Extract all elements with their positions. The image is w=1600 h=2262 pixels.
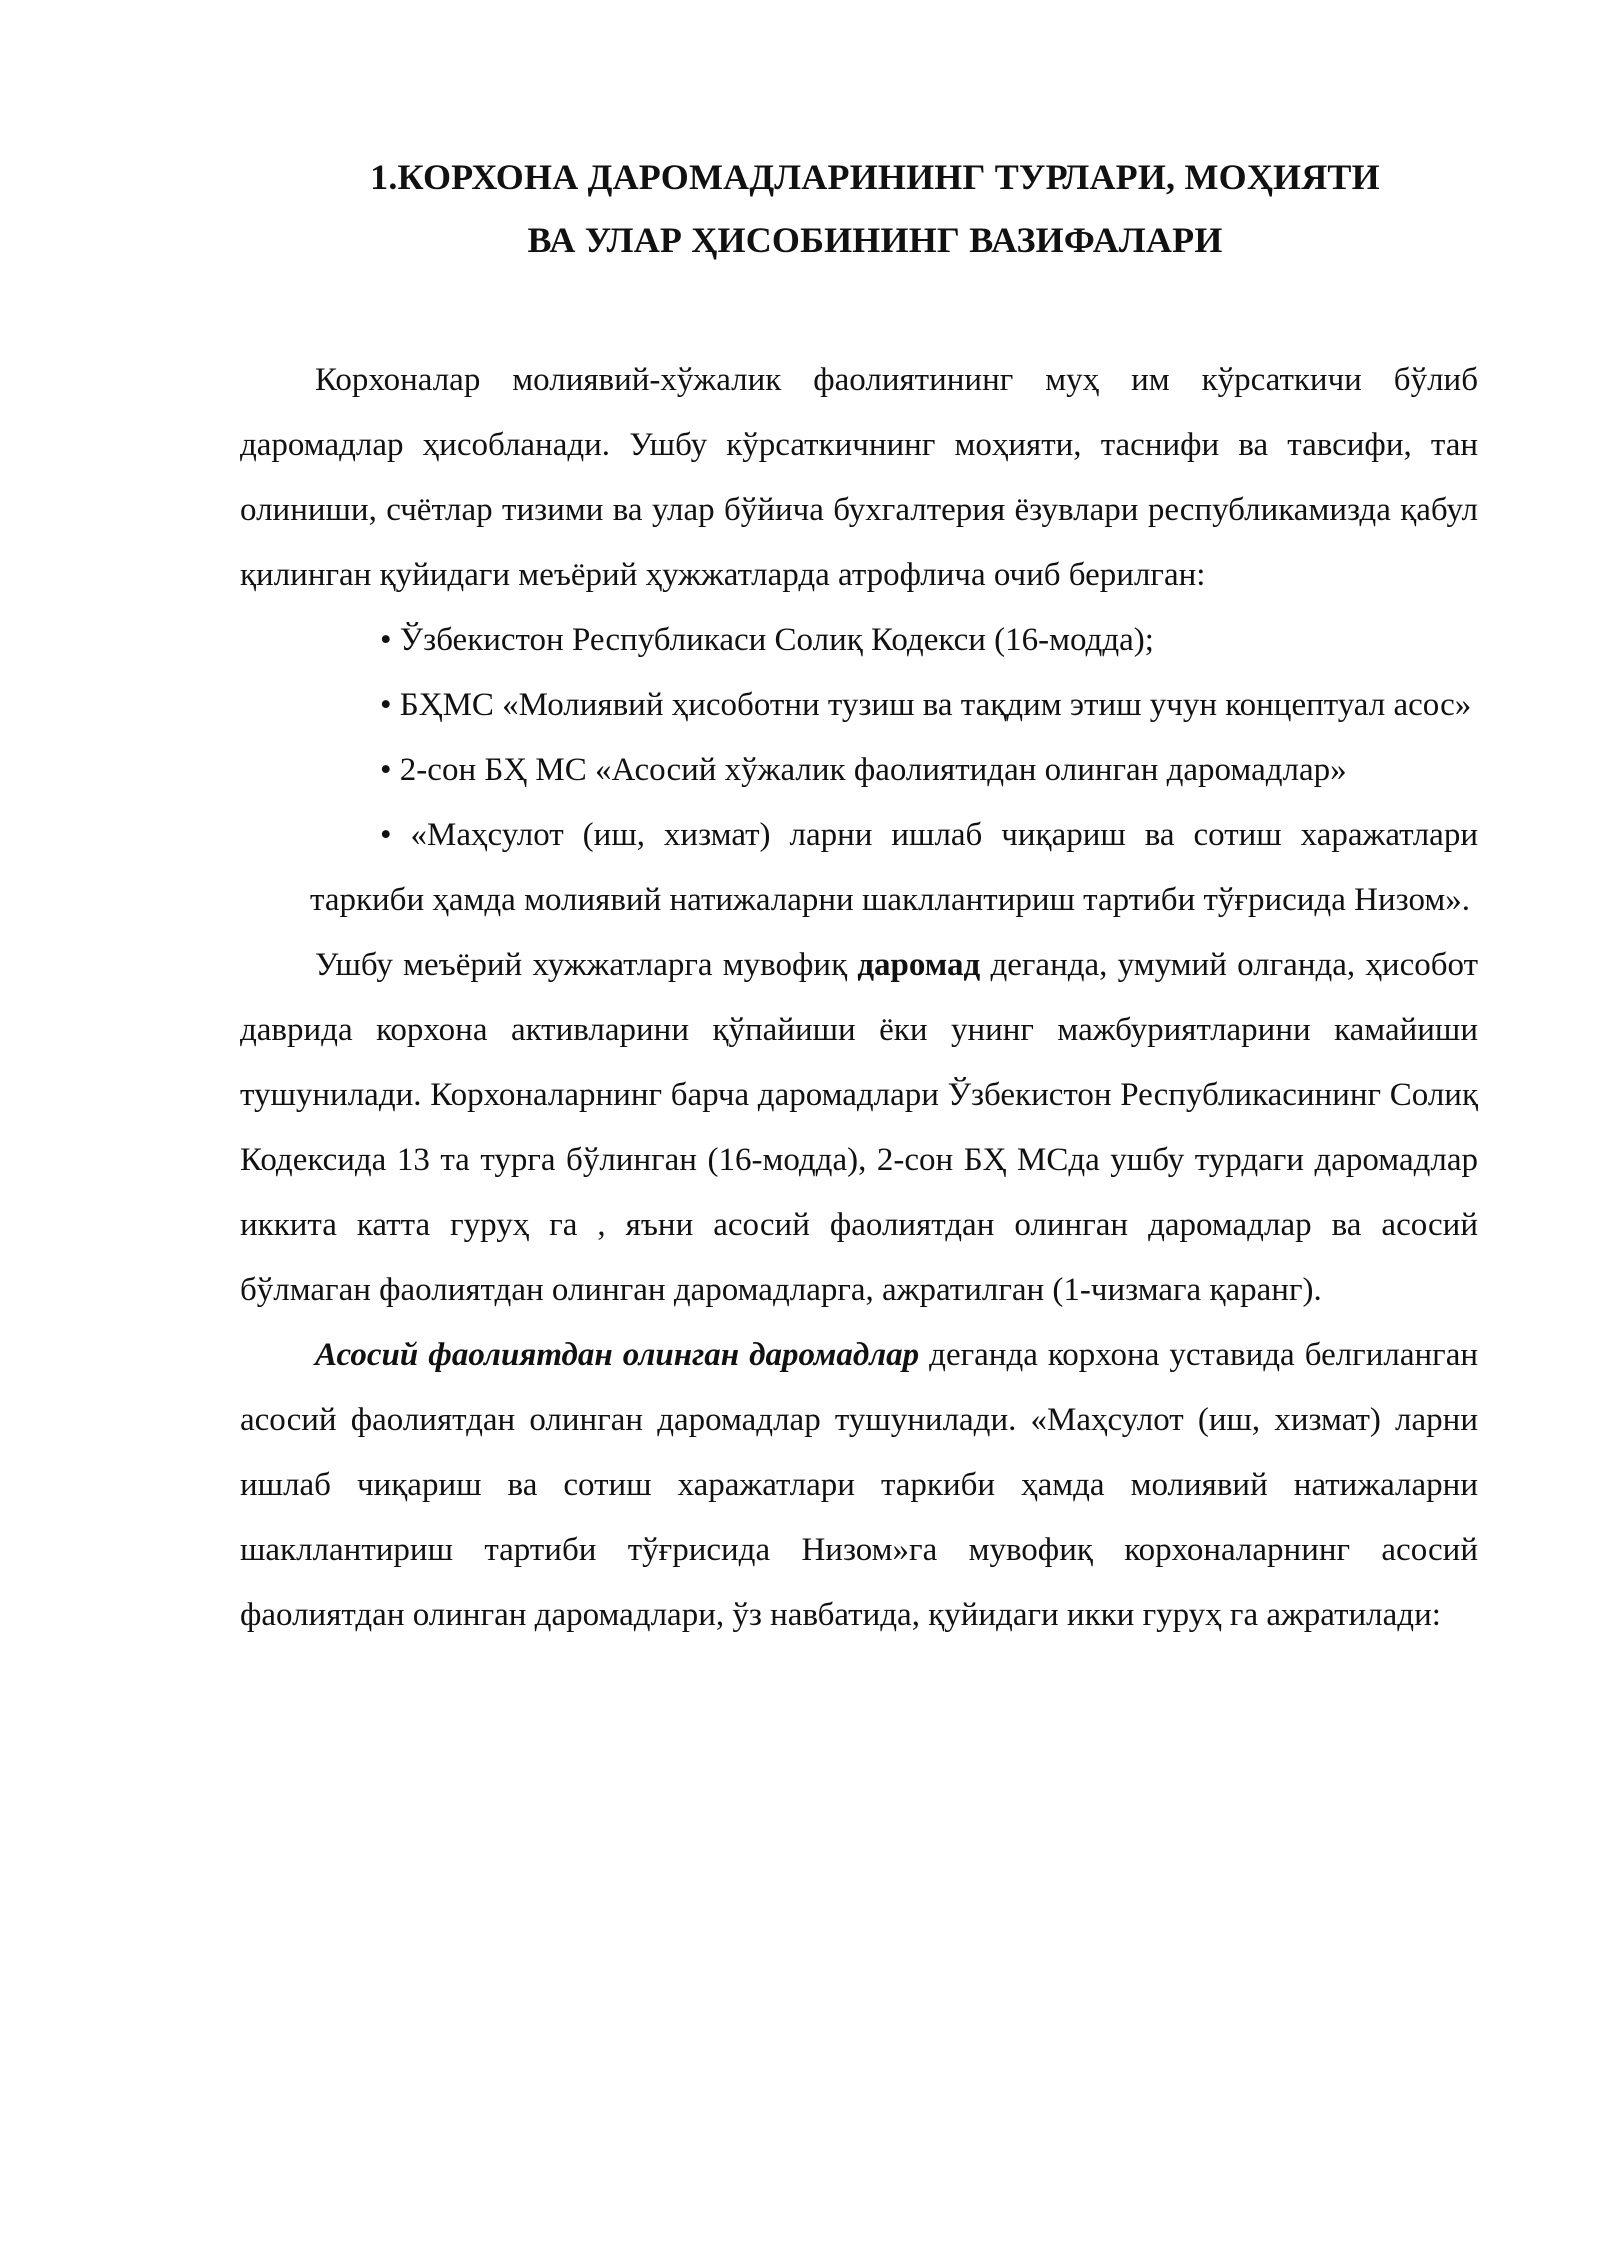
bullet-item: • 2-сон БҲ МС «Асосий хўжалик фаолиятидан олинган даромадлар» bbox=[380, 752, 1347, 788]
term-income: даромад bbox=[857, 947, 981, 983]
paragraph-main-activity-rest: деганда корхона уставида белгиланган асосий фаолиятдан олинган даромадлар тушунилади. «Маҳсулот (иш, хизмат) ларни ишлаб чиқариш ва сотиш харажатлари таркиби ҳамда молиявий натижаларни шакллантириш тартиби тўғрисида Низом»га мувофиқ корхоналарнинг асосий фаолиятдан олинган даромадлари, ўз навбатида, қуйидаги икки гуруҳ га ажратилади: bbox=[240, 1337, 1478, 1633]
paragraph-definition-start: Ушбу меъёрий хужжатларга мувофиқ bbox=[315, 947, 858, 983]
bullet-item: • БҲМС «Молиявий ҳисоботни тузиш ва тақдим этиш учун концептуал асос» bbox=[380, 687, 1472, 723]
document-body bbox=[240, 348, 1478, 1648]
chapter-title-line-1: 1.КОРХОНА ДАРОМАДЛАРИНИНГ ТУРЛАРИ, МОҲИЯТИ bbox=[370, 157, 1380, 197]
paragraph-intro: Корхоналар молиявий-хўжалик фаолиятининг муҳ им кўрсаткичи бўлиб даромадлар ҳисобланади. Ушбу кўрсаткичнинг моҳияти, таснифи ва тавсифи, тан олиниши, счётлар тизими ва улар бўйича бухгалтерия ёзувлари республикамизда қабул қилинган қуйидаги меъёрий ҳужжатларда атрофлича очиб берилган: bbox=[240, 362, 1478, 593]
chapter-title-line-2: ВА УЛАР ҲИСОБИНИНГ ВАЗИФАЛАРИ bbox=[527, 220, 1223, 260]
bullet-item: • Ўзбекистон Республикаси Солиқ Кодекси (16-модда); bbox=[380, 622, 1154, 658]
paragraph-definition bbox=[240, 933, 1478, 1323]
paragraph-main-activity bbox=[240, 1323, 1478, 1648]
bullet-item: • «Маҳсулот (иш, хизмат) ларни ишлаб чиқариш ва сотиш харажатлари таркиби ҳамда молиявий натижаларни шакллантириш тартиби тўғрисида Низом». bbox=[310, 817, 1478, 918]
paragraph-definition-rest: деганда, умумий олганда, ҳисобот даврида корхона активларини қўпайиши ёки унинг мажбуриятларини камайиши тушунилади. Корхоналарнинг барча даромадлари Ўзбекистон Республикасининг Солиқ Кодексида 13 та турга бўлинган (16-модда), 2-сон БҲ МСда ушбу турдаги даромадлар иккита катта гуруҳ га , яъни асосий фаолиятдан олинган даромадлар ва асосий бўлмаган фаолиятдан олинган даромадларга, ажратилган (1-чизмага қаранг). bbox=[240, 947, 1478, 1308]
term-main-activity-income: Асосий фаолиятдан олинган даромадлар bbox=[315, 1337, 920, 1373]
